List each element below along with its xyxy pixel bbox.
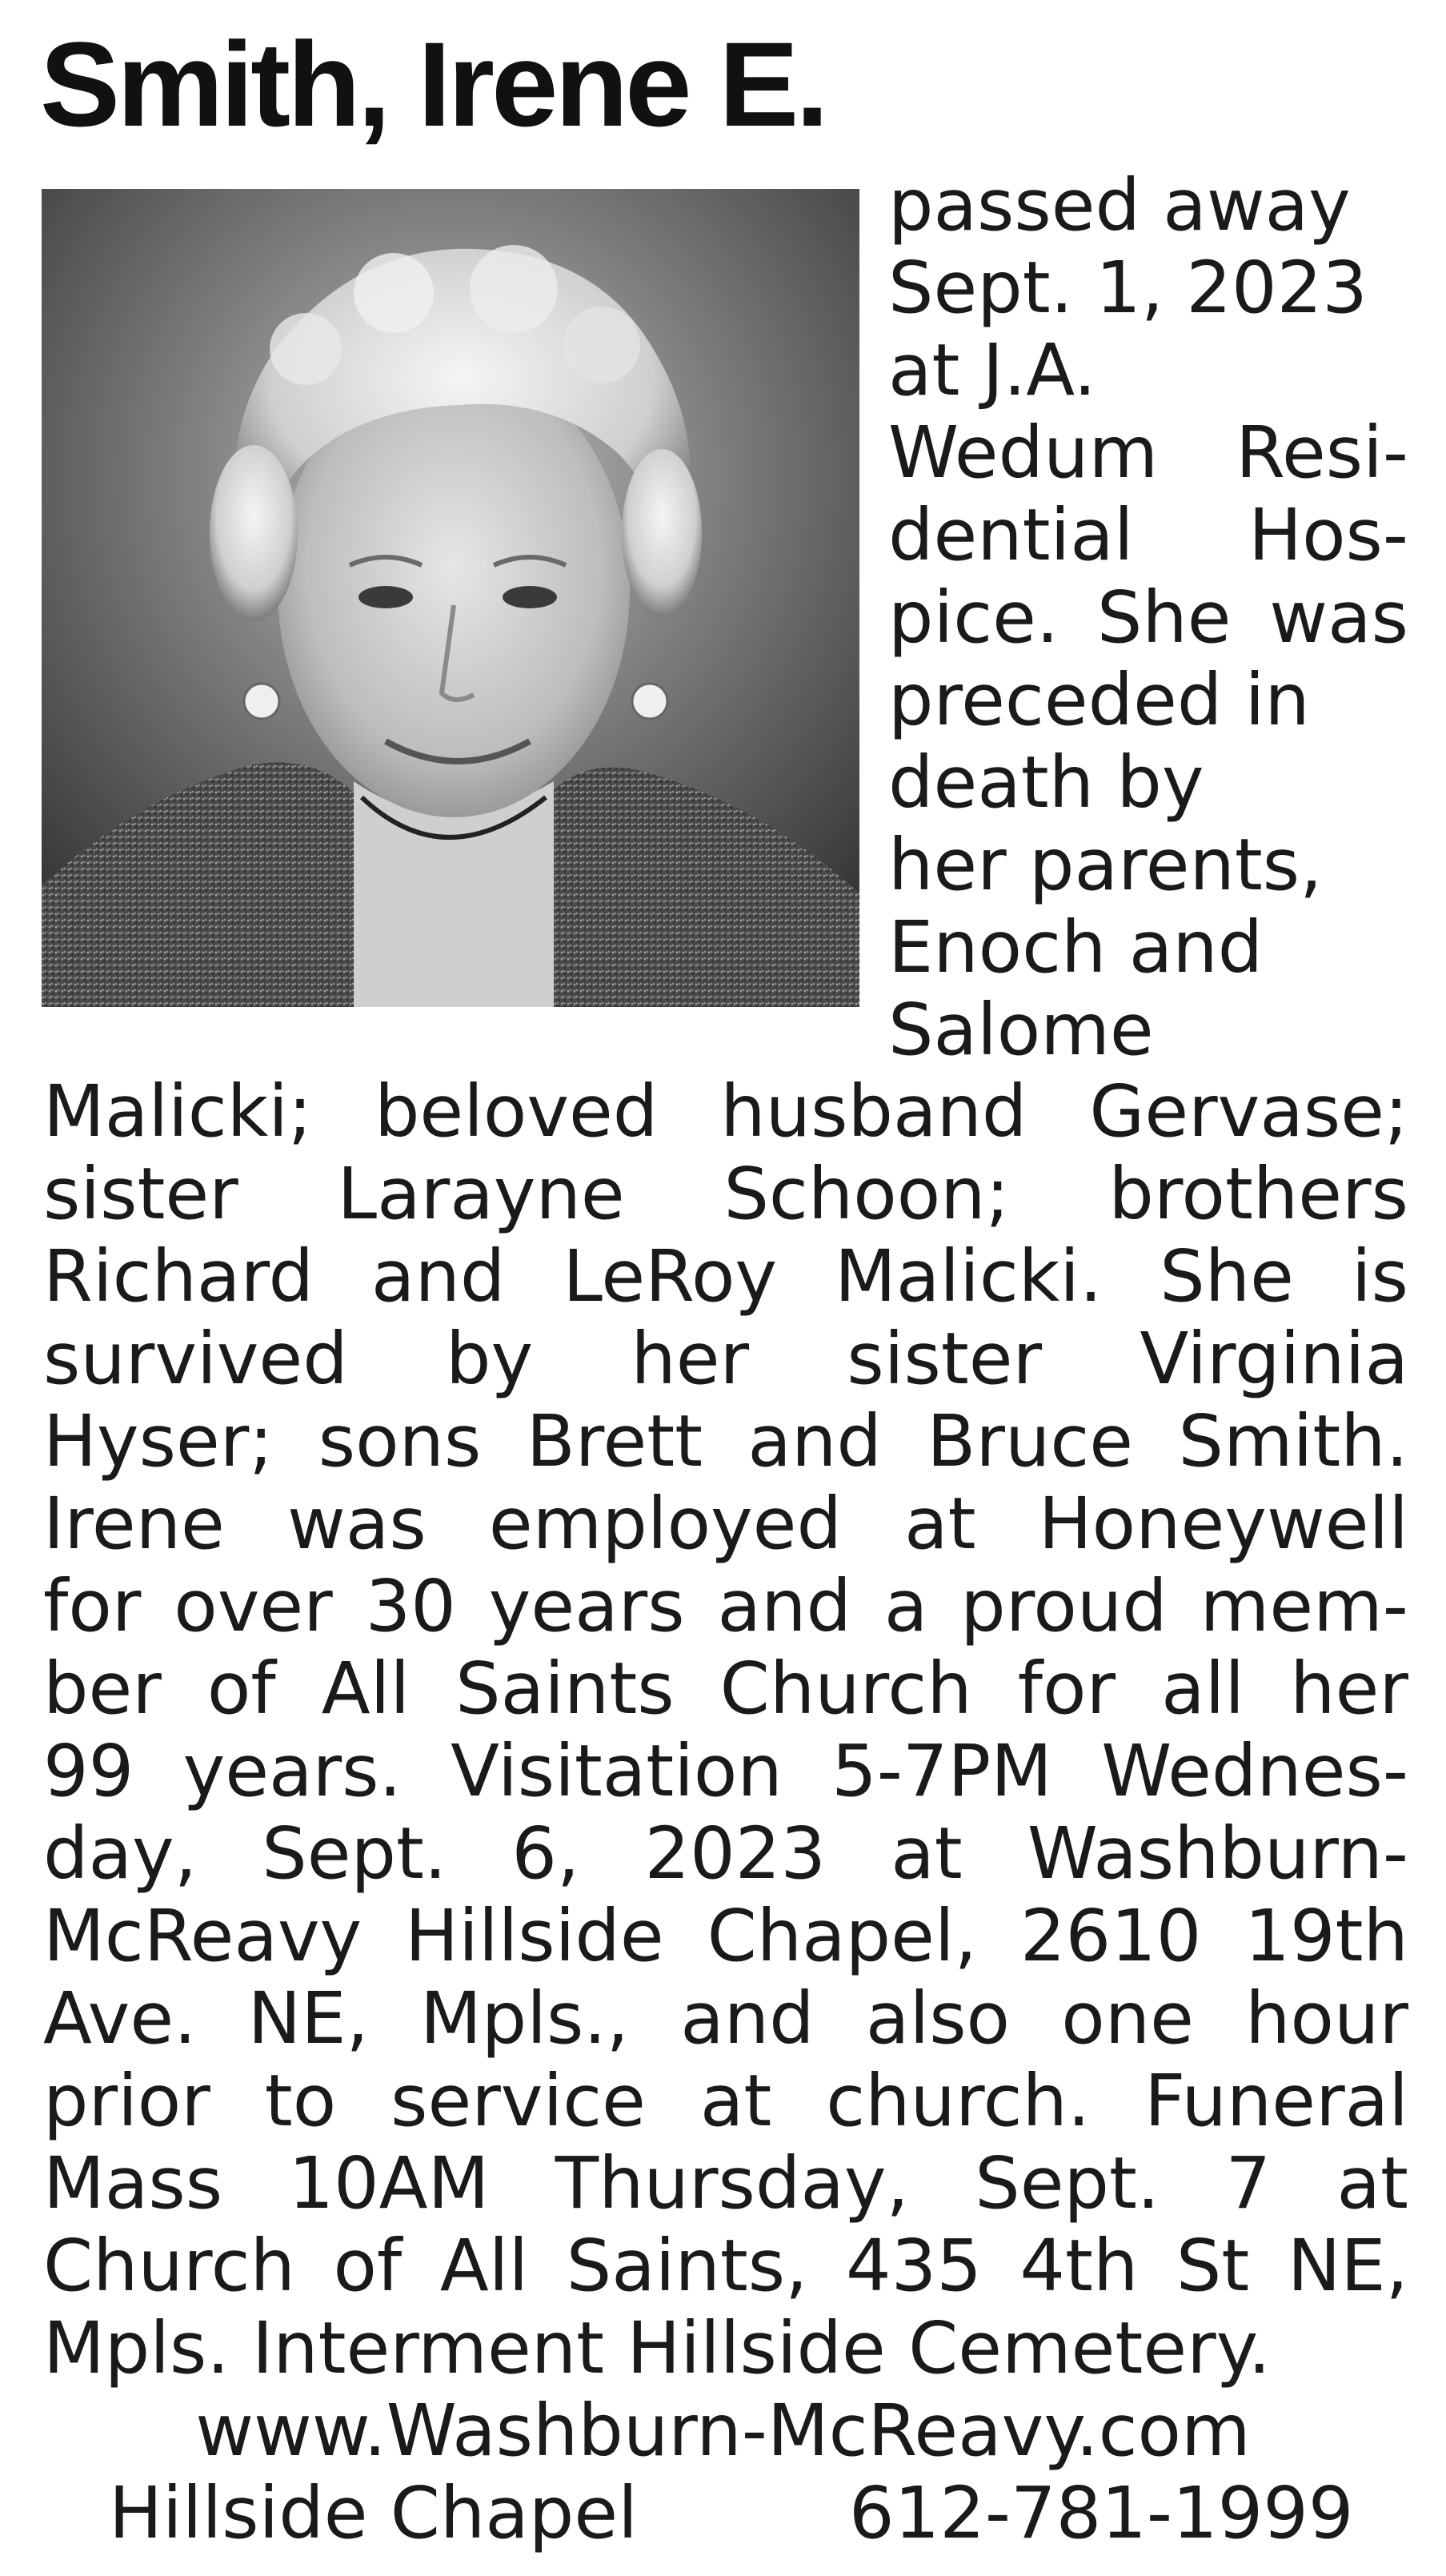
side-text-line: Wedum Resi- (888, 411, 1408, 494)
side-text-line: Salome (888, 988, 1154, 1071)
body-text-line: Church of All Saints, 435 4th St NE, (43, 2224, 1408, 2307)
body-text-line: sister Larayne Schoon; brothers (43, 1152, 1408, 1235)
portrait-photo-graphic (42, 189, 859, 1007)
body-text-line: Mpls. Interment Hillside Cemetery. (43, 2306, 1271, 2389)
body-text-line: day, Sept. 6, 2023 at Washburn- (43, 1812, 1408, 1895)
side-text-line: her parents, (888, 823, 1323, 906)
side-text-line: dential Hos- (888, 493, 1408, 576)
body-text-line: Hyser; sons Brett and Bruce Smith. (43, 1399, 1408, 1483)
side-text-line: pice. She was (888, 576, 1408, 659)
phone-number: 612-781-1999 (849, 2471, 1354, 2554)
body-text-line: Irene was employed at Honeywell (43, 1482, 1408, 1565)
body-text-line: ber of All Saints Church for all her (43, 1647, 1408, 1730)
body-text-line: Malicki; beloved husband Gervase; (43, 1069, 1408, 1153)
side-text-column (888, 164, 1408, 1071)
portrait-photo-icon (42, 189, 859, 1007)
side-text-line: at J.A. (888, 328, 1096, 411)
body-text-line: Mass 10AM Thursday, Sept. 7 at (43, 2141, 1408, 2225)
body-text-line: prior to service at church. Funeral (43, 2059, 1408, 2142)
chapel-name: Hillside Chapel (109, 2471, 638, 2554)
body-text-line: 99 years. Visitation 5-7PM Wednes- (43, 1729, 1408, 1812)
obituary-body (43, 1070, 1408, 2389)
body-text-line: for over 30 years and a proud mem- (43, 1564, 1408, 1647)
side-text-line: death by (888, 740, 1204, 824)
side-text-line: preceded in (888, 658, 1310, 741)
body-text-line: Richard and LeRoy Malicki. She is (43, 1234, 1408, 1318)
body-text-line: Ave. NE, Mpls., and also one hour (43, 1976, 1408, 2060)
body-text-line: survived by her sister Virginia (43, 1317, 1408, 1400)
obituary-title: Smith, Irene E. (40, 17, 826, 151)
side-text-line: Sept. 1, 2023 (888, 246, 1368, 329)
funeral-home-website: www.Washburn-McReavy.com (195, 2389, 1251, 2472)
side-text-line: passed away (888, 163, 1351, 247)
side-text-line: Enoch and (888, 905, 1264, 989)
body-text-line: McReavy Hillside Chapel, 2610 19th (43, 1894, 1408, 1977)
